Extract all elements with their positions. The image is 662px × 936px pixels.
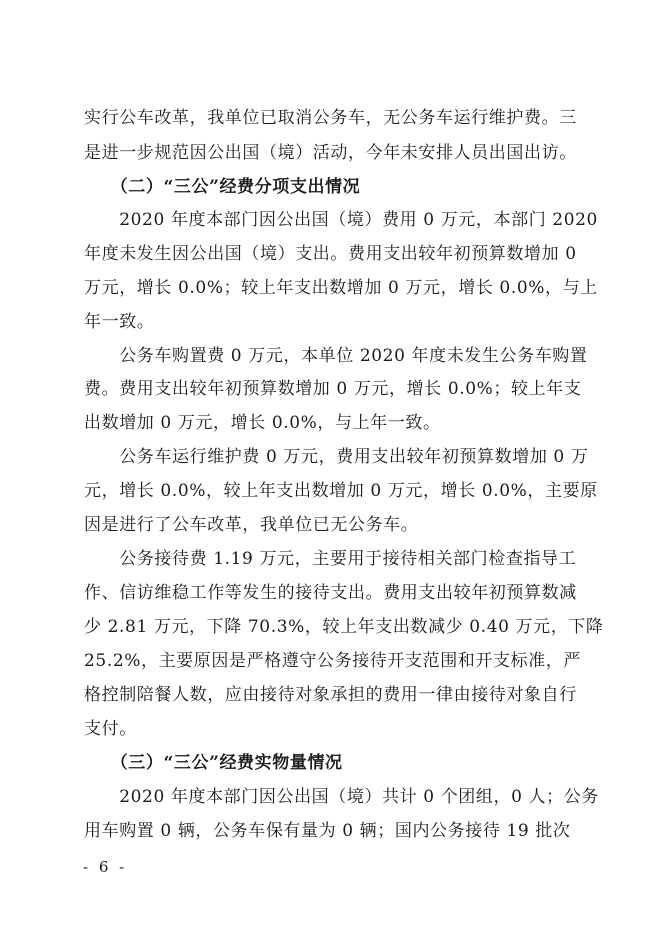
text-line: 2020 年度本部门因公出国（境）共计 0 个团组，0 人；公务 [84,787,599,807]
text-line: 出数增加 0 万元，增长 0.0%，与上年一致。 [84,413,441,433]
text-line: 因是进行了公车改革，我单位已无公务车。 [84,515,419,535]
text-line: 用车购置 0 辆，公务车保有量为 0 辆；国内公务接待 19 批次 [84,821,571,841]
text-line: 作、信访维稳工作等发生的接待支出。费用支出较年初预算数减 [84,583,577,603]
text-line: 公务接待费 1.19 万元，主要用于接待相关部门检查指导工 [84,549,577,569]
text-line: 格控制陪餐人数，应由接待对象承担的费用一律由接待对象自行 [84,685,577,705]
text-line: 是进一步规范因公出国（境）活动，今年未安排人员出国出访。 [84,143,577,163]
text-line: 实行公车改革，我单位已取消公务车，无公务车运行维护费。三 [84,108,577,128]
section-heading: （二）“三公”经费分项支出情况 [84,177,361,197]
text-line: 少 2.81 万元，下降 70.3%，较上年支出数减少 0.40 万元，下降 [84,617,604,637]
section-heading: （三）“三公”经费实物量情况 [84,753,343,773]
text-line: 公务车购置费 0 万元，本单位 2020 年度未发生公务车购置 [84,346,588,366]
page-number: - 6 - [83,858,128,876]
text-line: 支付。 [84,719,137,739]
text-line: 元，增长 0.0%，较上年支出数增加 0 万元，增长 0.0%，主要原 [84,481,598,501]
text-line: 万元，增长 0.0%；较上年支出数增加 0 万元，增长 0.0%，与上 [84,278,598,298]
text-line: 年一致。 [84,312,155,332]
text-line: 费。费用支出较年初预算数增加 0 万元，增长 0.0%；较上年支 [84,379,582,399]
text-line: 25.2%，主要原因是严格遵守公务接待开支范围和开支标准，严 [84,651,582,671]
text-line: 公务车运行维护费 0 万元，费用支出较年初预算数增加 0 万 [84,447,589,467]
text-line: 2020 年度本部门因公出国（境）费用 0 万元，本部门 2020 [84,210,598,230]
text-line: 年度未发生因公出国（境）支出。费用支出较年初预算数增加 0 [84,244,577,264]
